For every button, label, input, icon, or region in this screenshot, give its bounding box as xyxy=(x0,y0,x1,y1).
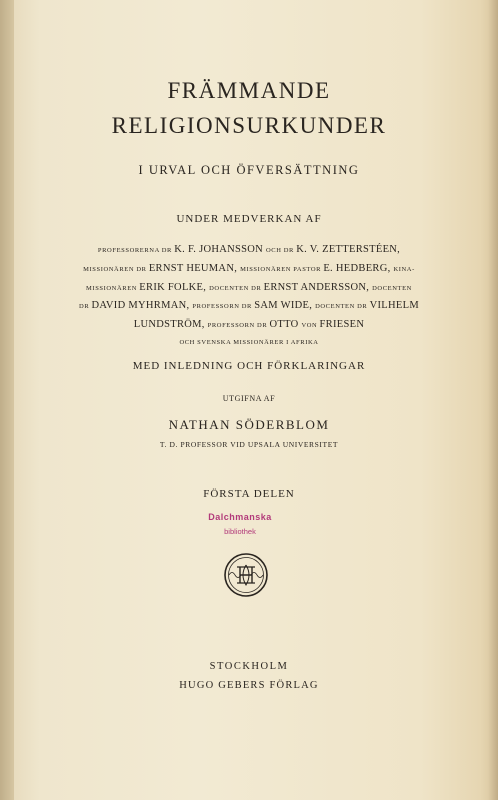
contributor-name: FRIESEN xyxy=(319,319,365,330)
contributor-role: DOCENTEN DR xyxy=(209,285,264,292)
contributor-role: PROFESSORERNA DR xyxy=(97,247,175,254)
contributor-name: K. V. ZETTERSTÉEN, xyxy=(296,244,401,255)
contributor-name: E. HEDBERG, xyxy=(323,263,394,274)
contributor-role: KINA- xyxy=(393,266,415,273)
contributor-role: DOCENTEN xyxy=(372,285,412,292)
contributor-line xyxy=(0,331,498,349)
publisher-monogram-emblem-icon xyxy=(223,552,269,598)
contributor-name: ERIK FOLKE, xyxy=(139,282,210,293)
library-stamp-line-2: bibliothek xyxy=(224,527,256,536)
contributor-role: DOCENTEN DR xyxy=(315,303,370,310)
intro-line: MED INLEDNING OCH FÖRKLARINGAR xyxy=(132,360,366,372)
contributor-role: MISSIONÄREN DR xyxy=(83,266,149,273)
contributor-role: OCH SVENSKA MISSIONÄRER I AFRIKA xyxy=(179,339,319,346)
contributor-line xyxy=(0,277,498,295)
contributor-role: PROFESSORN DR xyxy=(192,303,255,310)
contributor-name: ERNST HEUMAN, xyxy=(148,263,241,274)
subtitle: I URVAL OCH ÖFVERSÄTTNING xyxy=(138,163,360,177)
title-line-1: FRÄMMANDE xyxy=(167,78,331,103)
publication-place: STOCKHOLM xyxy=(209,661,289,672)
contributor-name: SAM WIDE, xyxy=(254,300,316,311)
contributor-role: MISSIONÄREN PASTOR xyxy=(240,266,324,273)
contributor-role: OCH DR xyxy=(266,247,297,254)
edited-by-label: UTGIFNA AF xyxy=(222,394,276,403)
contributor-line xyxy=(0,258,498,276)
editor-title: T. D. PROFESSOR VID UPSALA UNIVERSITET xyxy=(159,440,339,449)
volume-label: FÖRSTA DELEN xyxy=(203,488,295,500)
contributor-name: VILHELM xyxy=(369,300,419,311)
contributor-line xyxy=(0,239,498,257)
publisher-name: HUGO GEBERS FÖRLAG xyxy=(179,680,319,691)
contributor-role: DR xyxy=(79,303,92,310)
contributor-line xyxy=(0,314,498,332)
contributor-role: MISSIONÄREN xyxy=(86,285,140,292)
editor-name: NATHAN SÖDERBLOM xyxy=(168,417,330,432)
contributor-line xyxy=(0,295,498,313)
title-line-2: RELIGIONSURKUNDER xyxy=(111,113,387,138)
library-stamp-line-1: Dalchmanska xyxy=(208,512,272,522)
contributor-name: ERNST ANDERSSON, xyxy=(263,282,373,293)
contributor-name: LUNDSTRÖM, xyxy=(133,319,208,330)
contributor-name: DAVID MYHRMAN, xyxy=(91,300,193,311)
collaboration-heading: UNDER MEDVERKAN AF xyxy=(176,213,322,225)
contributor-name: OTTO xyxy=(269,319,302,330)
contributor-role: PROFESSORN DR xyxy=(207,322,270,329)
contributor-name: K. F. JOHANSSON xyxy=(174,244,266,255)
contributor-role: VON xyxy=(301,322,320,329)
